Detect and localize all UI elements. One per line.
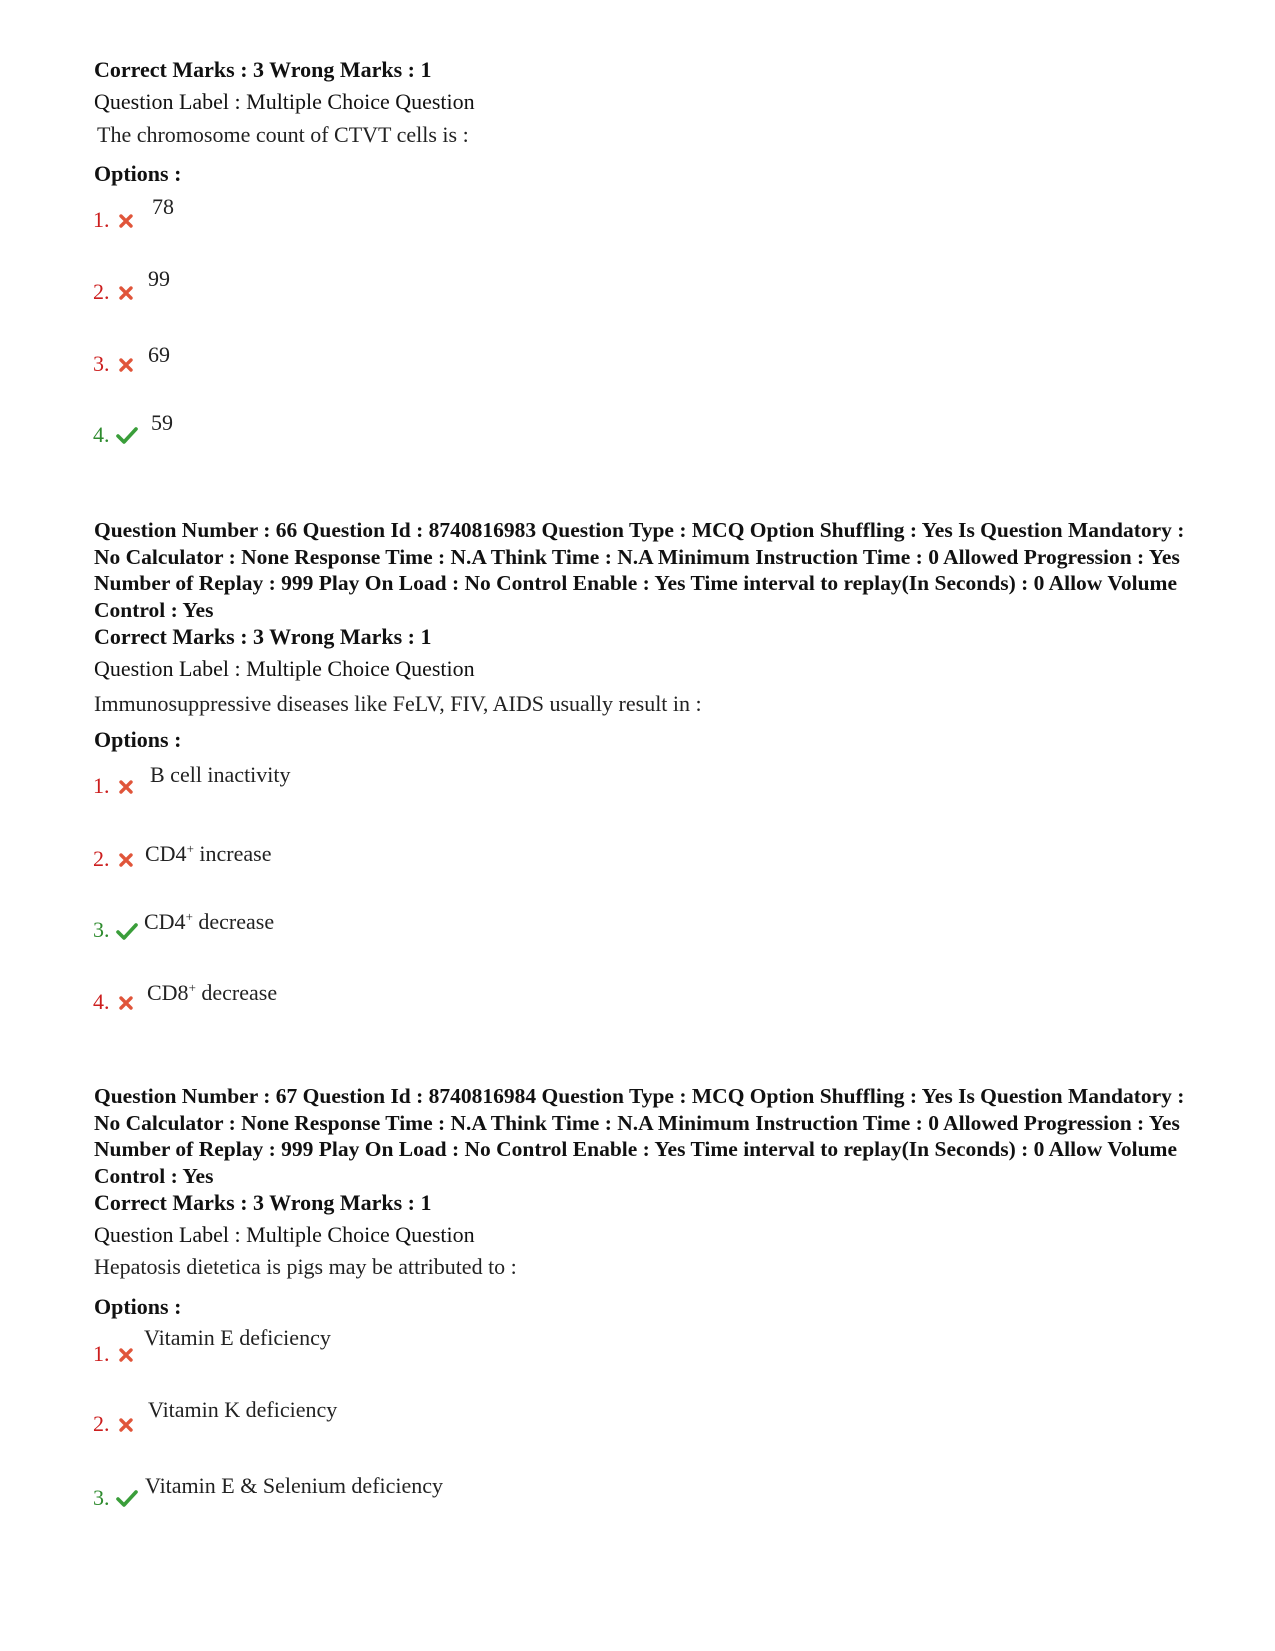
option-number: 3. <box>93 351 110 376</box>
option-text: Vitamin K deficiency <box>148 1397 338 1422</box>
q65-label: Question Label : Multiple Choice Question <box>94 89 475 114</box>
option-text: 99 <box>148 266 170 291</box>
wrong-cross-icon <box>117 212 135 230</box>
option-number: 3. <box>93 917 110 942</box>
q66-label: Question Label : Multiple Choice Question <box>94 656 475 681</box>
option-number: 2. <box>93 1411 110 1436</box>
q66-question-text: Immunosuppressive diseases like FeLV, FIV, AIDS usually result in : <box>94 691 702 716</box>
wrong-cross-icon <box>117 851 135 869</box>
q67-metadata: Question Number : 67 Question Id : 8740816984 Question Type : MCQ Option Shuffling : Yes Is Question Mandatory : No Calculator : None Response Time : N.A Think Time : N.A Minimum Instruction Time : 0 Allowed Progression : Yes Number of Replay : 999 Play On Load : No Control Enable : Yes Time interval to replay(In Seconds) : 0 Allow Volume Control : Yes <box>94 1084 1185 1188</box>
q67-marks: Correct Marks : 3 Wrong Marks : 1 <box>94 1190 432 1215</box>
q67-question-text: Hepatosis dietetica is pigs may be attributed to : <box>94 1254 517 1279</box>
q65-marks: Correct Marks : 3 Wrong Marks : 1 <box>94 57 432 82</box>
wrong-cross-icon <box>117 1346 135 1364</box>
option-text: CD4+ increase <box>145 841 272 866</box>
correct-check-icon <box>116 425 138 445</box>
option-text: B cell inactivity <box>150 762 291 787</box>
option-text: 69 <box>148 342 170 367</box>
q66-options-heading: Options : <box>94 727 182 752</box>
option-text: Vitamin E deficiency <box>144 1325 331 1350</box>
wrong-cross-icon <box>117 778 135 796</box>
option-number: 3. <box>93 1485 110 1510</box>
q65-options-heading: Options : <box>94 161 182 186</box>
option-text: CD4+ decrease <box>144 909 275 934</box>
option-text: CD8+ decrease <box>147 980 278 1005</box>
option-text: 78 <box>152 194 174 219</box>
option-number: 4. <box>93 989 110 1014</box>
q65-question-text: The chromosome count of CTVT cells is : <box>97 122 469 147</box>
option-text: 59 <box>151 410 173 435</box>
option-number: 1. <box>93 773 110 798</box>
q67-label: Question Label : Multiple Choice Question <box>94 1222 475 1247</box>
correct-check-icon <box>116 921 138 941</box>
q66-marks: Correct Marks : 3 Wrong Marks : 1 <box>94 624 432 649</box>
option-number: 2. <box>93 846 110 871</box>
wrong-cross-icon <box>117 1416 135 1434</box>
option-text: Vitamin E & Selenium deficiency <box>145 1473 444 1498</box>
q66-metadata: Question Number : 66 Question Id : 8740816983 Question Type : MCQ Option Shuffling : Yes Is Question Mandatory : No Calculator : None Response Time : N.A Think Time : N.A Minimum Instruction Time : 0 Allowed Progression : Yes Number of Replay : 999 Play On Load : No Control Enable : Yes Time interval to replay(In Seconds) : 0 Allow Volume Control : Yes <box>94 518 1185 622</box>
wrong-cross-icon <box>117 356 135 374</box>
correct-check-icon <box>116 1488 138 1508</box>
option-number: 4. <box>93 422 110 447</box>
wrong-cross-icon <box>117 994 135 1012</box>
option-number: 1. <box>93 1341 110 1366</box>
q67-options-heading: Options : <box>94 1294 182 1319</box>
option-number: 1. <box>93 207 110 232</box>
option-number: 2. <box>93 279 110 304</box>
wrong-cross-icon <box>117 284 135 302</box>
